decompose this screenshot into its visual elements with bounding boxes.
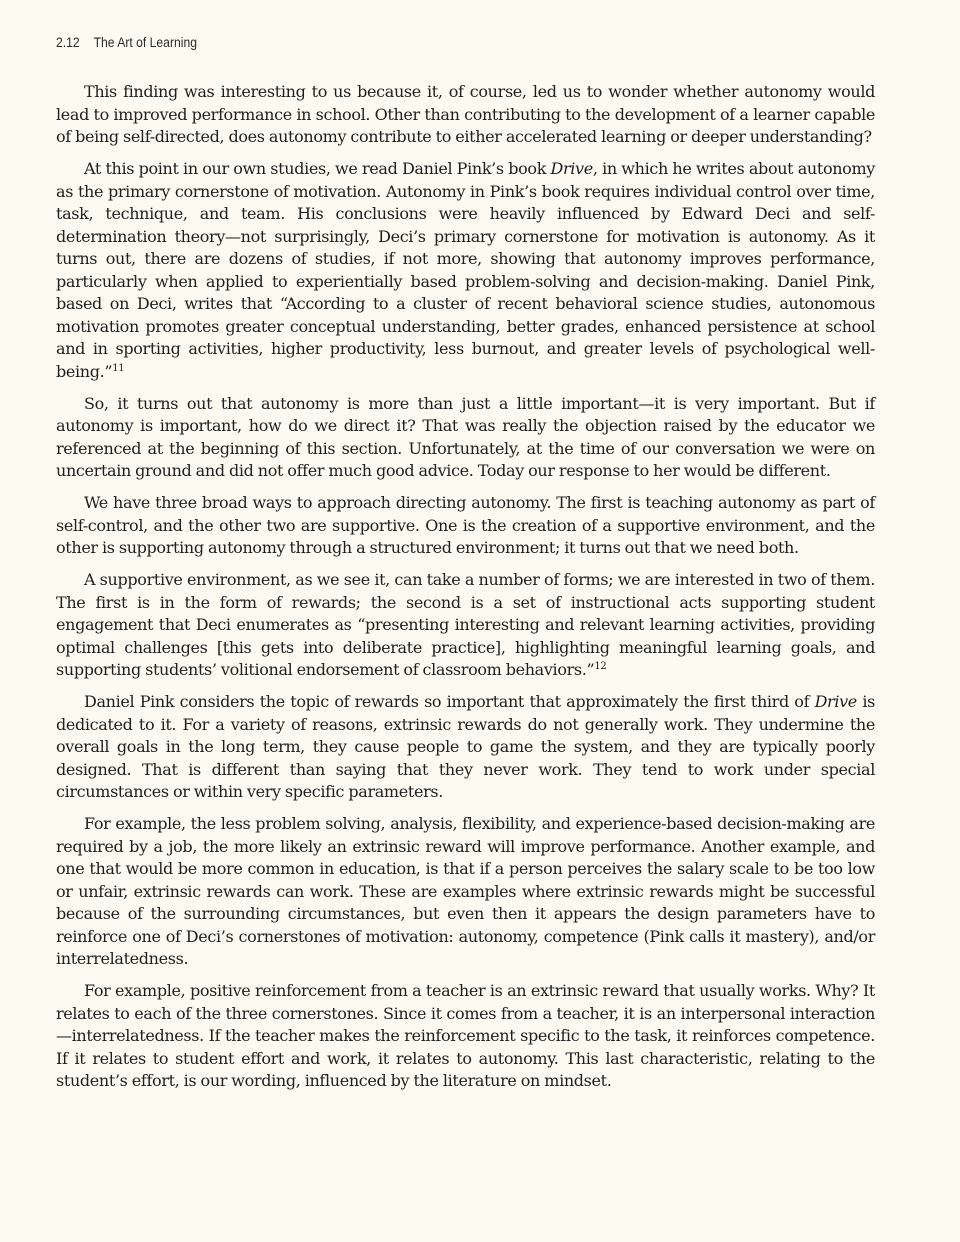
running-title: The Art of Learning xyxy=(93,35,197,50)
footnote-ref-11: 11 xyxy=(112,362,125,374)
paragraph-6-text-a: Daniel Pink considers the topic of rewards so important that approximately the first third of xyxy=(84,692,815,711)
book-title-drive-2: Drive xyxy=(814,692,857,711)
paragraph-8: For example, positive reinforcement from a teacher is an extrinsic reward that usually works. Why? It relates to each of the three cornerstones. Since it comes from a teacher, it is an interpersonal interaction—interrelatedness. If the teacher makes the reinforcement specific to the task, it reinforces competence. If it relates to student effort and work, it relates to autonomy. This last characteristic, relating to the student’s effort, is our wording, influenced by the literature on mindset. xyxy=(56,981,875,1090)
paragraph-6 xyxy=(56,691,875,804)
paragraph-3: So, it turns out that autonomy is more than just a little important—it is very important. But if autonomy is important, how do we direct it? That was really the objection raised by the educator we referenced at the beginning of this section. Unfortunately, at the time of our conversation we were on uncertain ground and did not offer much good advice. Today our response to her would be different. xyxy=(56,393,875,480)
paragraph-5 xyxy=(56,569,875,682)
paragraph-4: We have three broad ways to approach directing autonomy. The first is teaching autonomy as part of self-control, and the other two are supportive. One is the creation of a supportive environment, and the other is supporting autonomy through a structured environment; it turns out that we need both. xyxy=(56,493,875,557)
paragraph-5-text: A supportive environment, as we see it, can take a number of forms; we are interested in two of them. The first is in the form of rewards; the second is a set of instructional acts supporting student engagement that Deci enumerates as “presenting interesting and relevant learning activities, providing optimal challenges [this gets into deliberate practice], highlighting meaningful learning goals, and supporting students’ volitional endorsement of classroom behaviors.” xyxy=(56,570,875,679)
paragraph-7: For example, the less problem solving, analysis, flexibility, and experience-based decision-making are required by a job, the more likely an extrinsic reward will improve performance. Another example, and one that would be more common in education, is that if a person perceives the salary scale to be too low or unfair, extrinsic rewards can work. These are examples where extrinsic rewards might be successful because of the surrounding circumstances, but even then it appears the design parameters have to reinforce one of Deci’s cornerstones of motivation: autonomy, competence (Pink calls it mastery), and/or interrelatedness. xyxy=(56,814,875,968)
paragraph-2-text-b: , in which he writes about autonomy as the primary cornerstone of motivation. Autonomy in Pink’s book requires individual control over time, task, technique, and team. His conclusions were heavily influenced by Edward Deci and self-determination theory—not surprisingly, Deci’s primary cornerstone for motivation is autonomy. As it turns out, there are dozens of studies, if not more, showing that autonomy improves performance, particularly when applied to experientially based problem-solving and decision-making. Daniel Pink, based on Deci, writes that “According to a cluster of recent behavioral science studies, autonomous motivation promotes greater conceptual understanding, better grades, enhanced persistence at school and in sporting activities, higher productivity, less burnout, and greater levels of psychological well-being.” xyxy=(56,159,875,381)
page-number: 2.12 xyxy=(56,35,80,50)
paragraph-2 xyxy=(56,158,875,383)
running-head xyxy=(56,35,197,50)
footnote-ref-12: 12 xyxy=(594,661,607,672)
paragraph-6-text-b: is dedicated to it. For a variety of reasons, extrinsic rewards do not generally work. They undermine the overall goals in the long term, they cause people to game the system, and they are typically poorly designed. That is different than saying that they never work. They tend to work under special circumstances or within very specific parameters. xyxy=(56,692,875,801)
body-text xyxy=(56,81,875,1102)
book-title-drive: Drive xyxy=(550,159,593,178)
paragraph-2-text-a: At this point in our own studies, we read Daniel Pink’s book xyxy=(84,159,551,178)
paragraph-1: This finding was interesting to us because it, of course, led us to wonder whether autonomy would lead to improved performance in school. Other than contributing to the development of a learner capable of being self-directed, does autonomy contribute to either accelerated learning or deeper understanding? xyxy=(56,82,875,146)
